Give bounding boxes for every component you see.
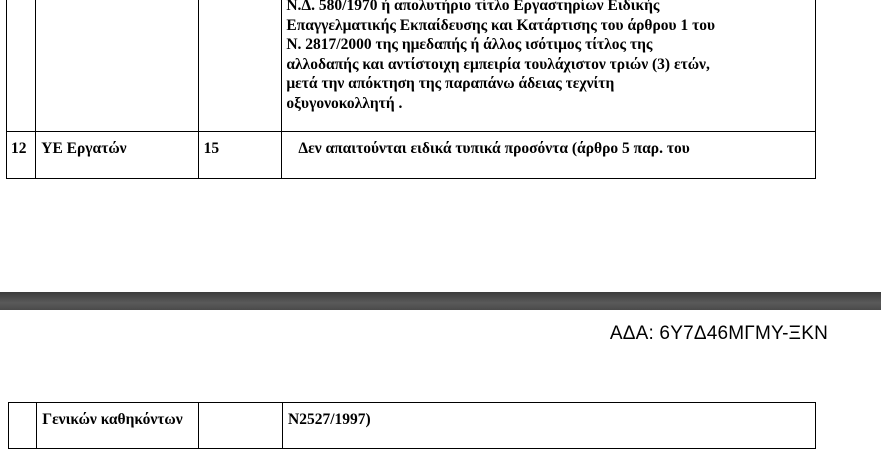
requirements-text: [282, 0, 815, 114]
requirement-line: μετά την απόκτηση της παραπάνω άδειας τεχνίτη: [286, 75, 615, 93]
number-cell: [9, 403, 37, 449]
category-cell: [37, 403, 199, 449]
count-cell: [198, 132, 282, 179]
position-count: 15: [203, 140, 220, 157]
table-row: [9, 403, 816, 449]
row-number: 12: [11, 140, 27, 157]
requirement-line: Ν.Δ. 580/1970 ή απολυτήριο τίτλο Εργαστηρίων Ειδικής: [286, 0, 660, 14]
number-cell: [7, 0, 36, 132]
requirements-text: Δεν απαιτούνται ειδικά τυπικά προσόντα (άρθρο 5 παρ. του: [298, 140, 690, 157]
ada-code: ΑΔΑ: 6Υ7Δ46ΜΓΜΥ-ΞΚΝ: [609, 323, 828, 344]
requirements-cell: [283, 403, 816, 449]
requirements-text: Ν2527/1997): [288, 411, 371, 428]
count-cell: [198, 0, 282, 132]
requirement-line: οξυγονοκολλητή .: [286, 94, 403, 112]
table-row: [7, 0, 816, 132]
page-separator: [0, 292, 881, 310]
category-name: Γενικών καθηκόντων: [42, 411, 183, 428]
count-cell: [199, 403, 283, 449]
positions-table-page-2: [8, 402, 816, 449]
requirement-line: αλλοδαπής και αντίστοιχη εμπειρία τουλάχιστον τριών (3) ετών,: [286, 55, 710, 73]
requirement-line: Ν. 2817/2000 της ημεδαπής ή άλλος ισότιμος τίτλος της: [286, 36, 653, 54]
number-cell: [7, 132, 36, 179]
category-cell: [36, 0, 198, 132]
table-row: [7, 132, 816, 179]
category-name: ΥΕ Εργατών: [41, 140, 127, 157]
requirement-line: Επαγγελματικής Εκπαίδευσης και Κατάρτισης του άρθρου 1 του: [286, 16, 716, 34]
category-cell: [36, 132, 198, 179]
requirements-cell: [282, 132, 816, 179]
positions-table-page-1: [6, 0, 816, 179]
requirements-cell: [282, 0, 816, 132]
